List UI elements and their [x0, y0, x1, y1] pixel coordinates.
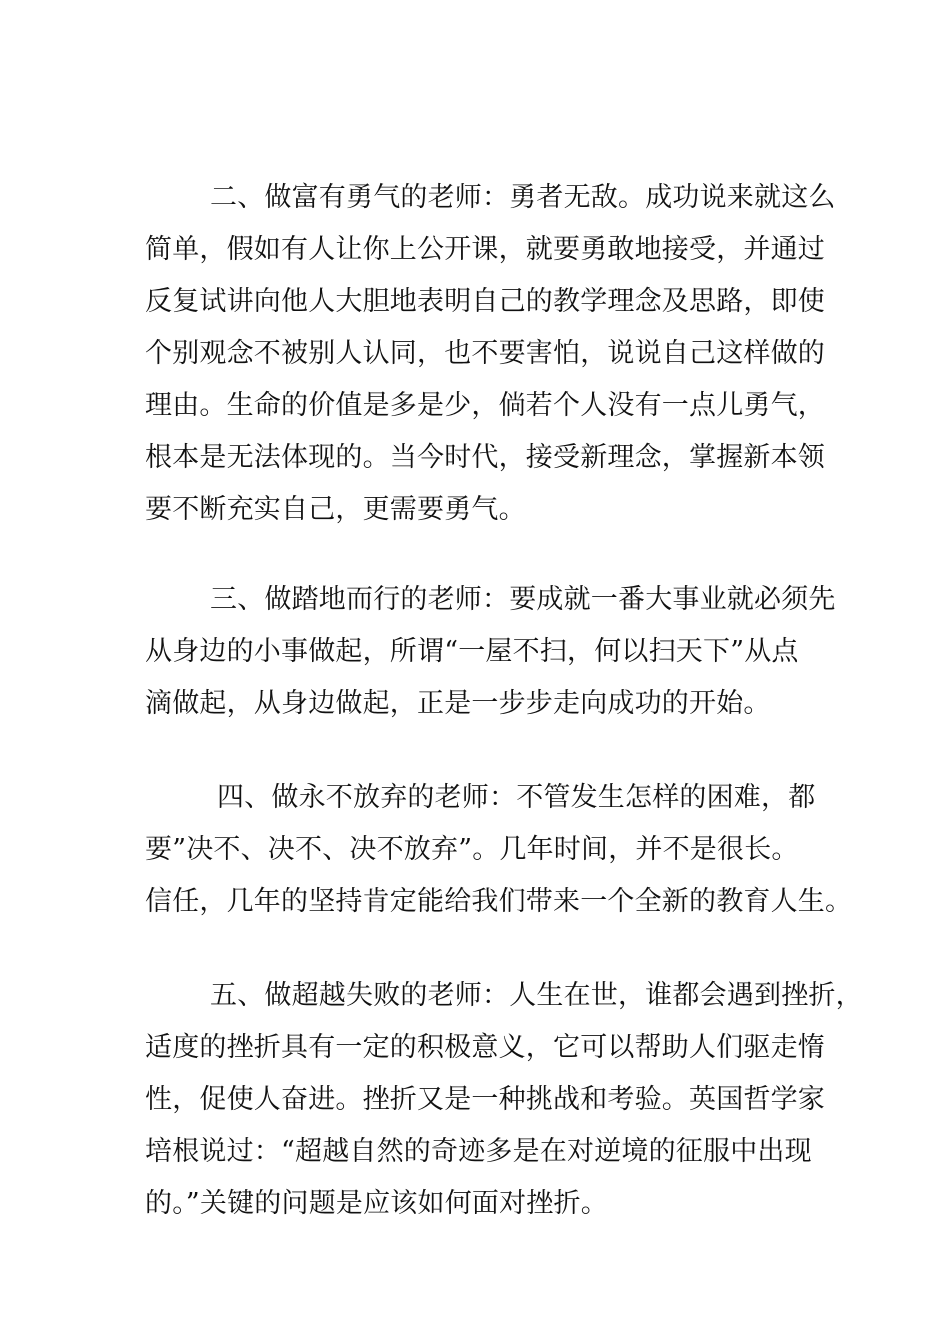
text-line: 的。”关键的问题是应该如何面对挫折。	[145, 1188, 608, 1219]
text-line: 三、做踏地而行的老师：要成就一番大事业就必须先	[210, 584, 836, 615]
text-line: 培根说过：“超越自然的奇迹多是在对逆境的征服中出现	[145, 1136, 812, 1167]
text-line: 信任，几年的坚持肯定能给我们带来一个全新的教育人生。	[145, 886, 853, 917]
text-line: 四、做永不放弃的老师：不管发生怎样的困难，都	[217, 782, 816, 813]
text-line: 要不断充实自己，更需要勇气。	[145, 494, 526, 525]
paragraph-never-give-up	[145, 772, 853, 928]
paragraph-down-to-earth	[145, 574, 836, 730]
text-line: 个别观念不被别人认同，也不要害怕，说说自己这样做的	[145, 338, 825, 369]
paragraph-courage	[145, 172, 836, 536]
text-line: 理由。生命的价值是多是少，倘若个人没有一点儿勇气，	[145, 390, 825, 421]
paragraph-beyond-failure	[145, 970, 863, 1230]
text-line: 滴做起，从身边做起，正是一步步走向成功的开始。	[145, 688, 771, 719]
text-line: 五、做超越失败的老师：人生在世，谁都会遇到挫折，	[210, 980, 863, 1011]
text-line: 性，促使人奋进。挫折又是一种挑战和考验。英国哲学家	[145, 1084, 825, 1115]
text-line: 从身边的小事做起，所谓“一屋不扫，何以扫天下”从点	[145, 636, 799, 667]
text-line: 适度的挫折具有一定的积极意义，它可以帮助人们驱走惰	[145, 1032, 825, 1063]
text-line: 简单，假如有人让你上公开课，就要勇敢地接受，并通过	[145, 234, 825, 265]
text-line: 要”决不、决不、决不放弃”。几年时间，并不是很长。	[145, 834, 799, 865]
text-line: 反复试讲向他人大胆地表明自己的教学理念及思路，即使	[145, 286, 825, 317]
text-line: 二、做富有勇气的老师：勇者无敌。成功说来就这么	[210, 182, 836, 213]
text-line: 根本是无法体现的。当今时代，接受新理念，掌握新本领	[145, 442, 825, 473]
